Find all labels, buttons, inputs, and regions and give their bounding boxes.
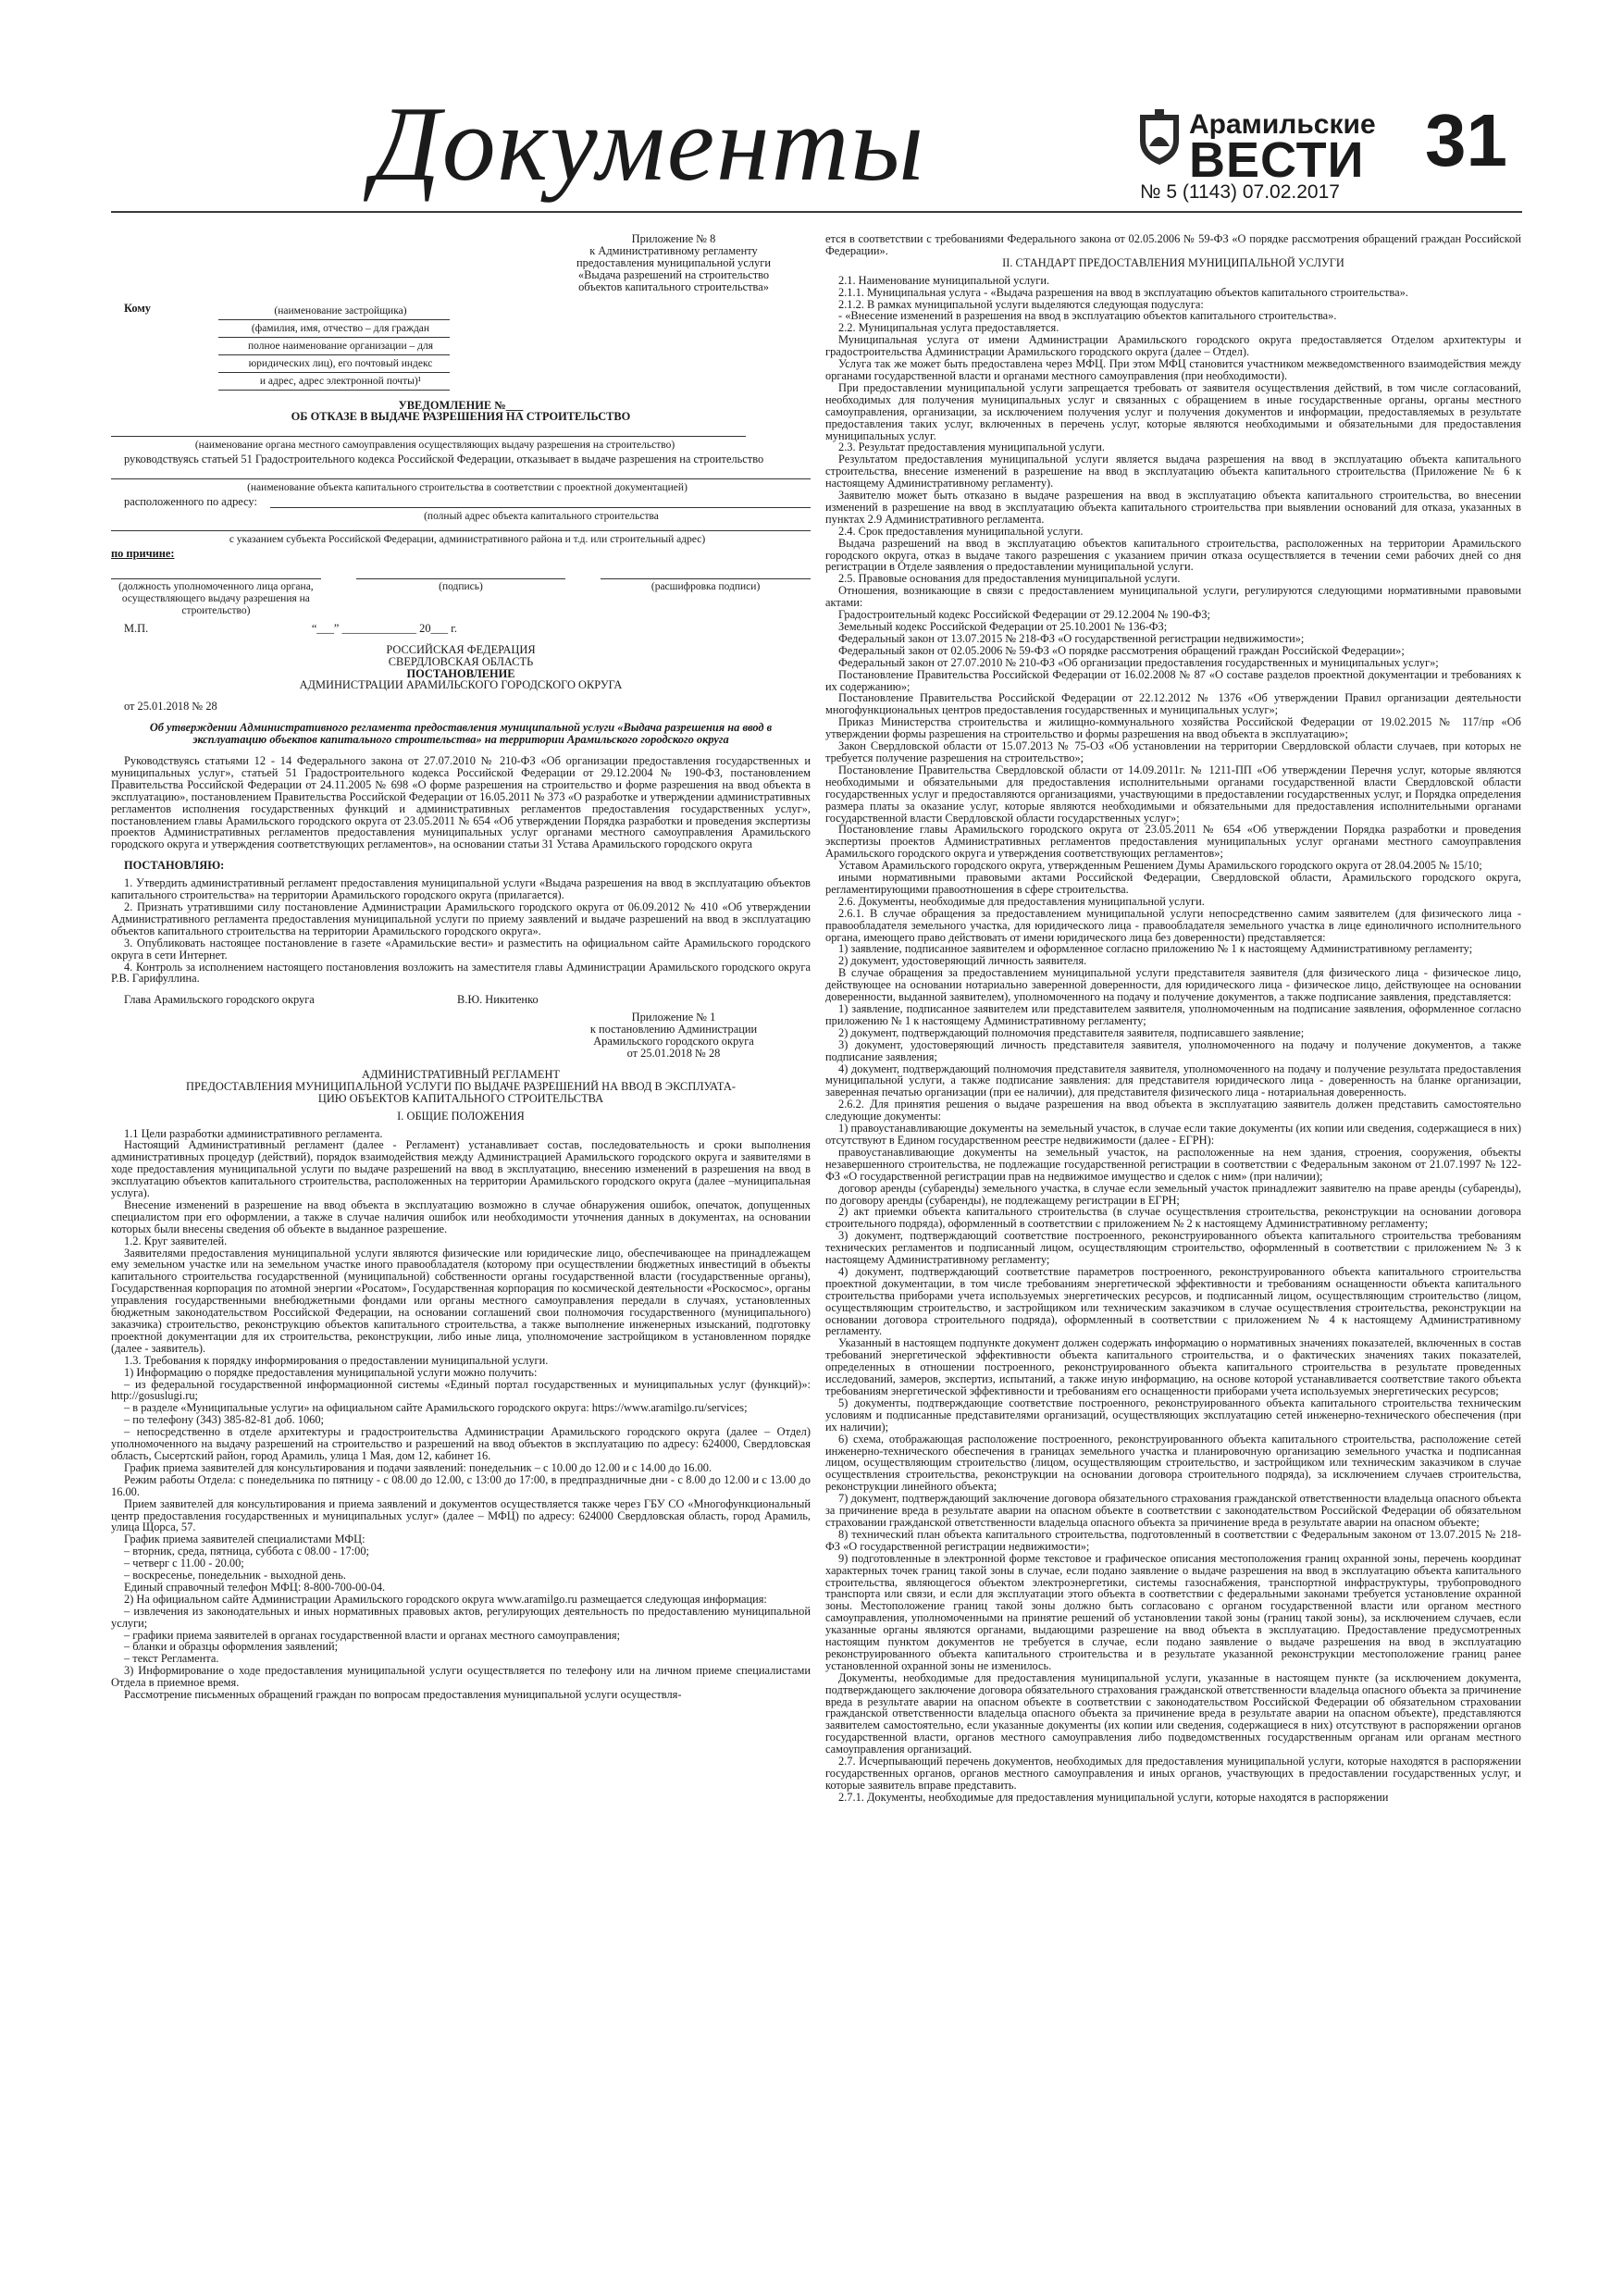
gov-line: АДМИНИСТРАЦИИ АРАМИЛЬСКОГО ГОРОДСКОГО ОКРУГА xyxy=(299,678,623,692)
paragraph: 8) технический план объекта капитального строительства, подготовленный в соответствии с Федеральным законом от 13.07.2015 № 218-ФЗ «О государственной регистрации недвижимости»; xyxy=(825,1527,1521,1553)
regulation-title: АДМИНИСТРАТИВНЫЙ РЕГЛАМЕНТ xyxy=(362,1067,560,1081)
paragraph: Результатом предоставления муниципальной услуги является выдача разрешения на ввод в эксплуатацию объекта капитального строительства, внесение изменений в разрешение на ввод в эксплуатацию объекта капитального строительства (Приложение № 6 к настоящему Административному регламенту). xyxy=(825,453,1521,490)
paragraph: 3) документ, подтверждающий соответствие построенного, реконструированного объекта капитального строительства требованиям технических регламентов и подписанный лицом, осуществляющим строительство, оформленный в соответствии с приложением № 3 к настоящему Административному регламенту; xyxy=(825,1229,1521,1267)
form-caption: (фамилия, имя, отчество – для граждан xyxy=(218,320,450,338)
paragraph: Градостроительный кодекс Российской Федерации от 29.12.2004 № 190-ФЗ; xyxy=(838,608,1210,622)
paragraph: 6) схема, отображающая расположение построенного, реконструированного объекта капитального строительства, расположение сетей инженерно-технического обеспечения в границах земельного участка и планировочную организацию земельного участка и подписанная лицом, осуществляющим строительство (лицом, осуществляющим строительство, и застройщиком или техническим заказчиком в случае осуществления строительства, реконструкции на основании договора строительного подряда), за исключением случаев строительства, реконструкции линейного объекта; xyxy=(825,1432,1521,1494)
paragraph: 2.6. Документы, необходимые для предоставления муниципальной услуги. xyxy=(838,894,1205,908)
paragraph: 2.1.2. В рамках муниципальной услуги выделяются следующая подуслуга: xyxy=(838,297,1204,311)
paragraph: Рассмотрение письменных обращений граждан по вопросам предоставления муниципальной услуги осуществля- xyxy=(124,1688,682,1702)
paragraph: 9) подготовленные в электронной форме текстовое и графическое описания местоположения границ охранной зоны, перечень координат характерных точек границ такой зоны в случае, если подано заявление о выдаче разрешения на ввод в эксплуатацию объекта капитального строительства, являющегося объектом электроэнергетики, системы газоснабжения, транспортной инфраструктуры, трубопроводного транспорта или связи, и если для эксплуатации этого объекта в соответствии с федеральными законами требуется установление охранной зоны. Местоположение границ такой зоны должно быть согласовано с органом государственной власти или органом местного самоуправления, уполномоченными на принятие решений об установлении такой зоны (границ такой зоны), за исключением случаев, если указанные органы являются органами, выдающими разрешение на ввод объекта в эксплуатацию. Предоставление предусмотренных настоящим пунктом документов не требуется в случае, если подано заявление о выдаче разрешения на ввод в эксплуатацию реконструированного объекта капитального строительства и в результате указанной реконструкции местоположение границ ранее установленной охранной зоны не изменилось. xyxy=(825,1551,1521,1672)
paragraph: 1) правоустанавливающие документы на земельный участок, в случае если такие документы (их копии или сведения, содержащиеся в них) отсутствуют в Едином государственном реестре недвижимости (далее - ЕГРН): xyxy=(825,1122,1521,1147)
paragraph: ется в соответствии с требованиями Федерального закона от 02.05.2006 № 59-ФЗ «О порядке рассмотрения обращений граждан Российской Федерации». xyxy=(825,232,1521,257)
paragraph: При предоставлении муниципальной услуги запрещается требовать от заявителя осуществления действий, в том числе согласований, необходимых для получения муниципальных услуг и связанных с обращением в иные государственные органы, органы местного самоуправления, организации, за исключением получения услуг и получения документов и информации, предоставляемых в результате предоставления таких услуг, включенных в перечень услуг, которые являются необходимыми и обязательными для предоставления муниципальных услуг. xyxy=(825,380,1521,442)
paragraph: Прием заявителей для консультирования и приема заявлений и документов осуществляется также через ГБУ СО «Многофункциональный центр предоставления государственных и муниципальных услуг» (далее – МФЦ) по адресу: 624000 Свердловская область, город Арамиль, улица Щорса, 57. xyxy=(111,1496,811,1534)
paragraph: - «Внесение изменений в разрешения на ввод в эксплуатацию объектов капитального строительства». xyxy=(838,309,1337,323)
paragraph: Закон Свердловской области от 15.07.2013 № 75-ОЗ «Об установлении на территории Свердловской области случаев, при которых не требуется получение разрешения на строительство»; xyxy=(825,739,1521,764)
form-caption: полное наименование организации – для xyxy=(218,338,450,355)
paragraph: – вторник, среда, пятница, суббота с 08.00 - 17:00; xyxy=(124,1545,369,1558)
paragraph: 1.2. Круг заявителей. xyxy=(124,1234,228,1247)
paragraph: Муниципальная услуга от имени Администрации Арамильского городского округа предоставляется Отделом архитектуры и градостроительства Администрации Арамильского городского округа (далее – Отдел). xyxy=(825,333,1521,359)
signature-caption: (подпись) xyxy=(356,578,566,617)
gov-line: РОССИЙСКАЯ ФЕДЕРАЦИЯ xyxy=(386,642,536,656)
paragraph: Федеральный закон от 13.07.2015 № 218-ФЗ «О государственной регистрации недвижимости»; xyxy=(838,631,1305,645)
preamble: Руководствуясь статьями 12 - 14 Федерального закона от 27.07.2010 № 210-ФЗ «Об организации предоставления государственных и муниципальных услуг», статьей 51 Градостроительного кодекса Российской Федерации от 29.12.2004 № 190-ФЗ, постановлением Правительства Российской Федерации от 24.11.2005 № 698 «О форме разрешения на строительство и форме разрешения на ввод объекта в эксплуатацию», постановлением Правительства Российской Федерации от 16.05.2011 № 373 «О разработке и утверждении административных регламентов исполнения государственных функций и административных регламентов предоставления государственных услуг», постановлением главы Арамильского городского округа от 23.05.2011 № 654 «Об утверждении Порядка разработки и проведения экспертизы проектов Административных регламентов предоставления муниципальных услуг органами местного самоуправления Арамильского городского округа и утверждения соответствующих регламентов», на основании статьи 31 Устава Арамильского городского округа xyxy=(111,754,811,851)
paragraph: – в разделе «Муниципальные услуги» на официальном сайте Арамильского городского округа: https://www.aramilgo.ru/services; xyxy=(124,1401,748,1415)
recipient-block xyxy=(111,303,811,391)
paragraph: – бланки и образцы оформления заявлений; xyxy=(124,1640,339,1654)
form-caption: (наименование органа местного самоуправления осуществляющих выдачу разрешения на строительство) xyxy=(111,436,746,453)
paragraph: Постановление Правительства Свердловской области от 14.09.2011г. № 1211-ПП «Об утверждении Перечня услуг, которые являются необходимыми и обязательными для предоставления исполнительными органами государственной власти Свердловской области государственных услуг и предоставляются организациями, участвующими в предоставлении государственных услуг, и Порядка определения размера платы за оказание услуг, которые являются необходимыми и обязательными для предоставления исполнительными органами государственной власти Свердловской области государственных услуг»; xyxy=(825,763,1521,825)
reason-label: по причине: xyxy=(111,547,175,561)
paragraph: правоустанавливающие документы на земельный участок, на расположенные на нем здания, строения, сооружения, объекты незавершенного строительства, не подлежащие государственной регистрации в соответствии с Федеральным законом от 21.07.1997 № 122-ФЗ «О государственной регистрации прав на недвижимое имущество и сделок с ним» (при наличии); xyxy=(825,1145,1521,1183)
paragraph: 2.7. Исчерпывающий перечень документов, необходимых для предоставления муниципальной услуги, которые находятся в распоряжении государственных органов, органов местного самоуправления и иных органов, участвующих в предоставлении государственных услуг, и которые заявитель вправе представить. xyxy=(825,1755,1521,1792)
paragraph: График приема заявителей специалистами МФЦ: xyxy=(124,1533,365,1546)
standard-body xyxy=(825,275,1521,1804)
paragraph: Земельный кодекс Российской Федерации от 25.10.2001 № 136-ФЗ; xyxy=(838,620,1168,633)
recipient-fields xyxy=(218,303,450,391)
notice-subtitle: ОБ ОТКАЗЕ В ВЫДАЧЕ РАЗРЕШЕНИЯ НА СТРОИТЕЛЬСТВО xyxy=(291,410,631,424)
regulation-title: ПРЕДОСТАВЛЕНИЯ МУНИЦИПАЛЬНОЙ УСЛУГИ ПО ВЫДАЧЕ РАЗРЕШЕНИЙ НА ВВОД В ЭКСПЛУАТА- xyxy=(186,1079,736,1093)
paragraph: Отношения, возникающие в связи с предоставлением муниципальной услуги, регулируются следующими нормативными правовыми актами: xyxy=(825,584,1521,610)
paragraph: – текст Регламента. xyxy=(124,1652,219,1666)
paragraph: Режим работы Отдела: с понедельника по пятницу - с 08.00 до 12.00, с 13:00 до 17:00, в предпраздничные дни - с 8.00 до 12.00 и с 13.00 до 16.00. xyxy=(111,1472,811,1498)
paragraph: Настоящий Административный регламент (далее - Регламент) устанавливает состав, последовательность и сроки выполнения административных процедур (действий), порядок взаимодействия между Администрацией Арамильского городского округа и заявителями в ходе предоставления муниципальной услуги по выдаче разрешений на ввод в эксплуатацию, внесению изменений в разрешения на ввод в эксплуатацию объектов капитального строительства, расположенных на территории Арамильского городского округа (далее –муниципальная услуга). xyxy=(111,1138,811,1200)
section-heading: I. ОБЩИЕ ПОЛОЖЕНИЯ xyxy=(397,1109,525,1123)
paragraph: иными нормативными правовыми актами Российской Федерации, Свердловской области, Арамильского городского округа, регламентирующими правоотношения в сфере строительства. xyxy=(825,871,1521,896)
paragraph: Приказ Министерства строительства и жилищно-коммунального хозяйства Российской Федерации от 19.02.2015 № 117/пр «Об утверждении формы разрешения на строительство и формы разрешения на ввод объекта в эксплуатацию»; xyxy=(825,715,1521,741)
paragraph: – непосредственно в отделе архитектуры и градостроительства Администрации Арамильского городского округа (далее – Отдел) уполномоченного на выдачу разрешений на строительство и разрешений на ввод объектов в эксплуатацию по адресу: 624000, Свердловская область, Сысертский район, город Арамиль, улица 1 Мая, дом 12, кабинет 16. xyxy=(111,1425,811,1462)
notice-title: УВЕДОМЛЕНИЕ №___ xyxy=(398,398,524,412)
paragraph: 2) На официальном сайте Администрации Арамильского городского округа www.aramilgo.ru размещается следующая информация: xyxy=(124,1592,767,1606)
date-line: “___” _____________ 20___ г. xyxy=(311,621,457,635)
right-column xyxy=(825,233,1521,1804)
paragraph: 1) заявление, подписанное заявителем или представителем заявителя, уполномоченным на подписание заявления, оформленное согласно приложению № 1 к настоящему Административному регламенту; xyxy=(825,1002,1521,1027)
form-caption: (наименование объекта капитального строительства в соответствии с проектной документацией) xyxy=(111,478,811,496)
form-caption: с указанием субъекта Российской Федерации, административного района и т.д. или строительный адрес) xyxy=(111,530,811,548)
head-signature: Глава Арамильского городского округа В.Ю. Никитенко xyxy=(124,993,539,1007)
paragraph: 4) документ, подтверждающий полномочия представителя заявителя, уполномоченного на подачу и получение результата предоставления муниципальной услуги, а также подписание заявления: для представителя юридического лица - доверенность на бланке организации, заверенная печатью организации (при ее наличии), для представителя физического лица - нотариальная доверенность. xyxy=(825,1061,1521,1099)
paragraph: 2) документ, удостоверяющий личность заявителя. xyxy=(838,954,1087,968)
paragraph: Внесение изменений в разрешение на ввод объекта в эксплуатацию возможно в случае обнаружения ошибок, опечаток, допущенных специалистом при его оформлении, а также в случае наличия ошибок или необходимости уточнения данных в документах, на основании которых были внесены сведения об объекте в выданное разрешение. xyxy=(111,1198,811,1235)
paragraph: 1) заявление, подписанное заявителем и оформленное согласно приложению № 1 к настоящему Административному регламенту; xyxy=(838,942,1473,956)
decree-item: 4. Контроль за исполнением настоящего постановления возложить на заместителя главы Администрации Арамильского городского округа Р.В. Гарифуллина. xyxy=(111,960,811,986)
paragraph: 2) акт приемки объекта капитального строительства (в случае осуществления строительства, реконструкции на основании договора строительного подряда), оформленный в соответствии с приложением № 2 к настоящему Административному регламенту; xyxy=(825,1205,1521,1231)
paragraph: В случае обращения за предоставлением муниципальной услуги представителя заявителя (для физического лица - физическое лицо, действующее на основании нотариально заверенной доверенности, для юридического лица - физическое лицо, действующее на основании доверенности, выданной заявителем), уполномоченного на подачу и получение документов, а также подписание заявления, представляется: xyxy=(825,966,1521,1004)
paragraph: 7) документ, подтверждающий заключение договора обязательного страхования гражданской ответственности владельца опасного объекта за причинение вреда в результате аварии на опасном объекте в соответствии с законодательством Российской Федерации об обязательном страховании гражданской ответственности владельца опасного объекта за причинение вреда в результате аварии на опасном объекте; xyxy=(825,1492,1521,1529)
appendix-8: Приложение № 8 к Административному регламенту предоставления муниципальной услуги «Выдача разрешений на строительство объектов капитального строительства» xyxy=(576,232,771,293)
paragraph: 2.1. Наименование муниципальной услуги. xyxy=(838,273,1050,287)
paragraph: – воскресенье, понедельник - выходной день. xyxy=(124,1569,347,1582)
paragraph: Федеральный закон от 27.07.2010 № 210-ФЗ «Об организации предоставления государственных и муниципальных услуг»; xyxy=(838,655,1439,669)
position-caption: (должность уполномоченного лица органа, осуществляющего выдачу разрешения на строительство) xyxy=(111,578,321,617)
paragraph: Федеральный закон от 02.05.2006 № 59-ФЗ «О порядке рассмотрения обращений граждан Российской Федерации»; xyxy=(838,643,1405,657)
paragraph: – из федеральной государственной информационной системы «Единый портал государственных и муниципальных услуг (функций)»: http://gosuslugi.ru; xyxy=(111,1377,811,1403)
paragraph: 2.2. Муниципальная услуга предоставляется. xyxy=(838,321,1059,335)
paragraph: Выдача разрешений на ввод в эксплуатацию объектов капитального строительства, расположенных на территории Арамильского городского округа, отказ в выдаче такого разрешения с указанием причин отказа осуществляется в течении семи рабочих дней со дня регистрации в Отделе заявления о предоставлении муниципальной услуги. xyxy=(825,536,1521,574)
section-title: Документы xyxy=(372,85,926,204)
signature-row xyxy=(111,578,811,617)
left-column xyxy=(111,233,811,1701)
form-caption: (наименование застройщика) xyxy=(218,303,450,320)
paragraph: 2.5. Правовые основания для предоставления муниципальной услуги. xyxy=(838,572,1181,586)
decree-resolve: ПОСТАНОВЛЯЮ: xyxy=(124,859,225,873)
paragraph: Документы, необходимые для предоставления муниципальной услуги, указанные в настоящем пункте (за исключением документа, подтверждающего заключение договора обязательного страхования гражданской ответственности владельца опасного объекта за причинение вреда в результате аварии на опасном объекте в соответствии с законодательством Российской Федерации об обязательном страховании гражданской ответственности владельца опасного объекта за причинение вреда в результате аварии на опасном объекте), представляются заявителем самостоятельно, если указанные документы (их копии или сведения, содержащиеся в них) отсутствуют в распоряжении органов государственной власти, органов местного самоуправления либо подведомственных государственным органам или органам местного самоуправления организаций. xyxy=(825,1670,1521,1756)
header-rule xyxy=(111,211,1522,213)
form-caption: и адрес, адрес электронной почты)¹ xyxy=(218,373,450,391)
paragraph: 5) документы, подтверждающие соответствие построенного, реконструированного объекта капитального строительства техническим условиям и подписанные представителями организаций, осуществляющих эксплуатацию сетей инженерно-технического обеспечения (при их наличии); xyxy=(825,1396,1521,1433)
regulation-body xyxy=(111,1128,811,1702)
paragraph: 3) документ, удостоверяющий личность представителя заявителя, уполномоченного на подачу и получение документов, а также подписание заявления; xyxy=(825,1037,1521,1063)
paragraph: Услуга так же может быть предоставлена через МФЦ. При этом МФЦ становится участником межведомственного взаимодействия между органами государственной власти и органами местного самоуправления (при необходимости). xyxy=(825,357,1521,382)
decree-number: от 25.01.2018 № 28 xyxy=(124,700,217,714)
paragraph: 2.6.1. В случае обращения за предоставлением муниципальной услуги непосредственно самим заявителем (для физического лица - правообладателя земельного участка, для юридического лица - правообладателя земельного участка в лице единоличного исполнительного органа, имеющего право действовать от имени юридического лица без доверенности) представляется: xyxy=(825,906,1521,944)
paragraph: Уставом Арамильского городского округа, утвержденным Решением Думы Арамильского городского округа от 28.04.2005 № 15/10; xyxy=(838,859,1482,873)
address-row: расположенного по адресу: xyxy=(111,496,811,508)
date-row xyxy=(111,623,470,635)
paragraph: руководствуясь статьей 51 Градостроительного кодекса Российской Федерации, отказывает в выдаче разрешения на строительство xyxy=(124,453,764,466)
paragraph: 2.7.1. Документы, необходимые для предоставления муниципальной услуги, которые находятся в распоряжении xyxy=(838,1790,1389,1804)
paragraph: договор аренды (субаренды) земельного участка, в случае если земельный участок принадлежит заявителю на праве аренды (субаренды), по договору аренды (субаренды), не подлежащему регистрации в ЕГРН; xyxy=(825,1181,1521,1207)
paragraph: – извлечения из законодательных и иных нормативных правовых актов, регулирующих деятельность по предоставлению муниципальной услуги; xyxy=(111,1604,811,1630)
paragraph: Заявителю может быть отказано в выдаче разрешения на ввод в эксплуатацию объекта капитального строительства, во внесении изменений в разрешение на ввод в эксплуатацию объекта капитального строительства при выявлении оснований для отказа, указанных в пунктах 2.9 Административного регламента. xyxy=(825,489,1521,526)
paragraph: 2.1.1. Муниципальная услуга - «Выдача разрешения на ввод в эксплуатацию объектов капитального строительства». xyxy=(838,285,1408,299)
brand-top: Арамильские xyxy=(1189,109,1376,140)
gov-line: СВЕРДЛОВСКАЯ ОБЛАСТЬ xyxy=(388,654,534,668)
decree-item: 1. Утвердить административный регламент предоставления муниципальной услуги «Выдача разрешения на ввод в эксплуатацию объектов капитального строительства» на территории Арамильского городского округа (прилагается). xyxy=(111,876,811,902)
decoding-caption: (расшифровка подписи) xyxy=(601,578,811,617)
form-caption: юридических лиц), его почтовый индекс xyxy=(218,355,450,373)
paragraph: Постановление главы Арамильского городского округа от 23.05.2011 № 654 «Об утверждении Порядка разработки и проведения экспертизы проектов Административных регламентов предоставления муниципальных услуг органами местного самоуправления Арамильского городского округа и утверждения соответствующих регламентов»; xyxy=(825,823,1521,861)
stamp-mark: М.П. xyxy=(124,621,149,635)
paragraph: Постановление Правительства Российской Федерации от 22.12.2012 № 1376 «Об утверждении Правил организации деятельности многофункциональных центров предоставления государственных и муниципальных услуг»; xyxy=(825,691,1521,717)
paragraph: График приема заявителей для консультирования и подачи заявлений: понедельник – с 10.00 до 12.00 и с 14.00 до 16.00. xyxy=(124,1460,712,1474)
recipient-label: Кому xyxy=(124,301,151,315)
paragraph: – четверг с 11.00 - 20.00; xyxy=(124,1557,244,1570)
paragraph: 2.3. Результат предоставления муниципальной услуги. xyxy=(838,441,1106,454)
paragraph: Единый справочный телефон МФЦ: 8-800-700-00-04. xyxy=(124,1580,386,1594)
coat-of-arms-icon xyxy=(1136,109,1183,167)
paragraph: 1) Информацию о порядке предоставления муниципальной услуги можно получить: xyxy=(124,1365,538,1379)
issue-number: № 5 (1143) 07.02.2017 xyxy=(1140,181,1340,203)
decree-heading: ПОСТАНОВЛЕНИЕ xyxy=(406,666,515,680)
paragraph: Заявителями предоставления муниципальной услуги являются физические или юридические лицо, обеспечивающее на принадлежащем ему земельном участке или на земельном участке иного правообладателя (которому при осуществлении бюджетных инвестиций в объекты капитального строительства государственной (муниципальной) собственности органы государственной власти (государственные органы), Государственная корпорация по атомной энергии «Росатом», Государственная корпорация по космической деятельности «Роскосмос», органы управления государственными внебюджетными фондами или органы местного самоуправления передали в случаях, установленных бюджетным законодательством Российской Федерации, на основании соглашений свои полномочия государственного (муниципального) заказчика) строительство, реконструкцию объектов капитального строительства, а также выполнение инженерных изысканий, подготовку проектной документации для их строительства, реконструкции, либо иные лица, уполномочение застройщиком в установленном порядке (далее - заявитель). xyxy=(111,1246,811,1355)
paragraph: – графики приема заявителей в органах государственной власти и органах местного самоуправления; xyxy=(124,1628,621,1642)
decree-title: Об утверждении Административного регламента предоставления муниципальной услуги «Выдача разрешения на ввод в эксплуатацию объектов капитального строительства» на территории Арамильского городского округа xyxy=(149,721,773,747)
paragraph: Указанный в настоящем подпункте документ должен содержать информацию о нормативных значениях показателей, включенных в состав требований энергетической эффективности объекта капитального строительства, и о фактических значениях таких показателей, определенных в отношении построенного, реконструированного объекта капитального строительства в результате проведенных исследований, замеров, экспертиз, испытаний, а также иную информацию, на основе которой устанавливается соответствие такого объекта требованиям энергетической эффективности и требованиям его оснащенности приборами учета используемых энергетических ресурсов; xyxy=(825,1336,1521,1397)
paragraph: 1.3. Требования к порядку информирования о предоставлении муниципальной услуги. xyxy=(124,1353,549,1367)
brand-logo: ВЕСТИ xyxy=(1189,132,1365,188)
form-caption: (полный адрес объекта капитального строительства xyxy=(424,511,659,523)
decree-item: 3. Опубликовать настоящее постановление в газете «Арамильские вести» и разместить на официальном сайте Арамильского городского округа в сети Интернет. xyxy=(111,936,811,962)
section-heading: II. СТАНДАРТ ПРЕДОСТАВЛЕНИЯ МУНИЦИПАЛЬНОЙ УСЛУГИ xyxy=(1002,255,1344,269)
paragraph: 2.6.2. Для принятия решения о выдаче разрешения на ввод объекта в эксплуатацию заявитель должен представить самостоятельно следующие документы: xyxy=(825,1098,1521,1123)
paragraph: 3) Информирование о ходе предоставления муниципальной услуги осуществляется по телефону или на личном приеме специалистами Отдела в приемное время. xyxy=(111,1664,811,1690)
paragraph: 1.1 Цели разработки административного регламента. xyxy=(124,1126,383,1140)
regulation-title: ЦИЮ ОБЪЕКТОВ КАПИТАЛЬНОГО СТРОИТЕЛЬСТВА xyxy=(317,1091,604,1105)
paragraph: 4) документ, подтверждающий соответствие параметров построенного, реконструированного объекта капитального строительства проектной документации, в том числе требованиям энергетической эффективности и требованиям оснащенности объекта капитального строительства приборами учета используемых энергетических ресурсов, и подписанный лицом, осуществляющим строительство (лицом, осуществляющим строительство, и застройщиком или техническим заказчиком в случае осуществления строительства, реконструкции на основании договора строительного подряда), оформленный в соответствии с приложением № 4 к настоящему Административному регламенту. xyxy=(825,1264,1521,1338)
paragraph: – по телефону (343) 385-82-81 доб. 1060; xyxy=(124,1413,324,1427)
paragraph: Постановление Правительства Российской Федерации от 16.02.2008 № 87 «О составе разделов проектной документации и требованиях к их содержанию»; xyxy=(825,667,1521,693)
page-number: 31 xyxy=(1425,99,1507,181)
paragraph: 2.4. Срок предоставления муниципальной услуги. xyxy=(838,524,1084,538)
decree-item: 2. Признать утратившими силу постановление Администрации Арамильского городского округа от 06.09.2012 № 410 «Об утверждении Административного регламента предоставления муниципальной услуги по приему заявлений и выдаче разрешений на ввод в эксплуатацию объектов капитального строительства на территории Арамильского городского округа». xyxy=(111,900,811,937)
appendix-1: Приложение № 1 к постановлению Администрации Арамильского городского округа от 25.01.2018 № 28 xyxy=(589,1011,758,1060)
paragraph: 2) документ, подтверждающий полномочия представителя заявителя, подписавшего заявление; xyxy=(838,1025,1305,1039)
